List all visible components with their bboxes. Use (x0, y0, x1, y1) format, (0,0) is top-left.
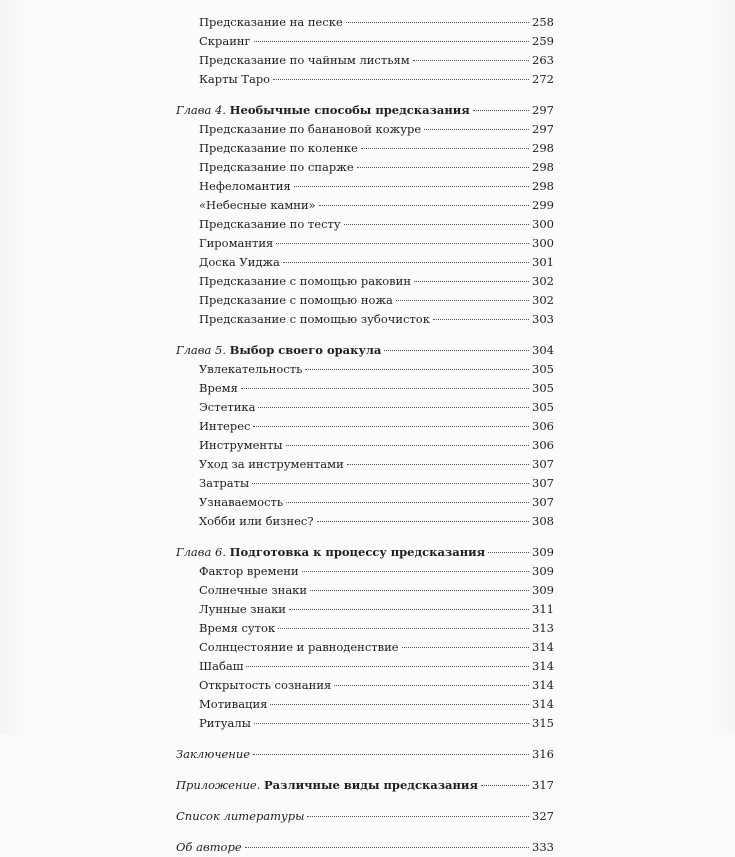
toc-entry-title: Эстетика (199, 400, 256, 414)
dot-leader (473, 110, 529, 111)
toc-entry-title: Предсказание с помощью ножа (199, 293, 393, 307)
dot-leader (254, 41, 529, 42)
toc-entry (176, 32, 554, 51)
toc-chapter-4 (176, 101, 554, 120)
table-of-contents (176, 13, 554, 857)
toc-entry-page: 306 (532, 419, 554, 433)
toc-entry (176, 310, 554, 329)
toc-entry (176, 158, 554, 177)
toc-entry-page: 313 (532, 621, 554, 635)
chapter-label: Глава 6. (176, 545, 226, 559)
dot-leader (414, 281, 529, 282)
toc-entry-page: 302 (532, 274, 554, 288)
toc-entry (176, 177, 554, 196)
chapter-label: Глава 5. (176, 343, 226, 357)
dot-leader (481, 785, 529, 786)
toc-entry (176, 291, 554, 310)
toc-entry-title: Уход за инструментами (199, 457, 344, 471)
toc-entry (176, 562, 554, 581)
toc-entry-page: 303 (532, 312, 554, 326)
toc-entry (176, 398, 554, 417)
toc-entry-page: 297 (532, 122, 554, 136)
toc-entry-title: Гиромантия (199, 236, 274, 250)
toc-entry-title: Хобби или бизнес? (199, 514, 314, 528)
toc-entry-page: 259 (532, 34, 554, 48)
toc-entry (176, 253, 554, 272)
toc-entry-title: Предсказание с помощью зубочисток (199, 312, 430, 326)
toc-entry-page: 302 (532, 293, 554, 307)
chapter-title: Различные виды предсказания (264, 778, 478, 792)
toc-entry-title: Заключение (176, 747, 251, 761)
toc-entry-title: Шабаш (199, 659, 244, 673)
toc-entry-page: 308 (532, 514, 554, 528)
dot-leader (344, 224, 529, 225)
dot-leader (433, 319, 529, 320)
dot-leader (276, 243, 529, 244)
toc-entry-page: 299 (532, 198, 554, 212)
toc-entry-page: 314 (532, 678, 554, 692)
toc-entry-title: Интерес (199, 419, 251, 433)
dot-leader (302, 571, 529, 572)
dot-leader (241, 388, 529, 389)
toc-entry (176, 196, 554, 215)
toc-entry-page: 300 (532, 236, 554, 250)
toc-entry-title: Мотивация (199, 697, 268, 711)
dot-leader (278, 628, 529, 629)
toc-entry (176, 600, 554, 619)
toc-entry (176, 360, 554, 379)
dot-leader (357, 167, 529, 168)
toc-entry-title: Список литературы (176, 809, 305, 823)
toc-entry-title: Нефеломантия (199, 179, 291, 193)
toc-entry-page: 301 (532, 255, 554, 269)
toc-conclusion (176, 745, 554, 764)
toc-entry-page: 333 (532, 840, 554, 854)
toc-entry-page: 307 (532, 495, 554, 509)
toc-entry (176, 474, 554, 493)
toc-entry-page: 297 (532, 103, 554, 117)
dot-leader (310, 590, 529, 591)
chapter-title: Выбор своего оракула (229, 343, 382, 357)
toc-entry (176, 272, 554, 291)
toc-entry-page: 309 (532, 545, 554, 559)
dot-leader (305, 369, 529, 370)
toc-entry-page: 306 (532, 438, 554, 452)
toc-entry (176, 676, 554, 695)
dot-leader (283, 262, 529, 263)
dot-leader (273, 79, 529, 80)
toc-entry-title: Предсказание по банановой кожуре (199, 122, 422, 136)
toc-about-author (176, 838, 554, 857)
dot-leader (254, 723, 529, 724)
toc-entry-title: Инструменты (199, 438, 283, 452)
dot-leader (361, 148, 529, 149)
toc-chapter-5 (176, 341, 554, 360)
toc-entry-page: 314 (532, 697, 554, 711)
chapter-label: Приложение. (176, 778, 261, 792)
toc-entry (176, 695, 554, 714)
dot-leader (346, 22, 529, 23)
toc-bibliography (176, 807, 554, 826)
toc-entry (176, 657, 554, 676)
dot-leader (252, 483, 529, 484)
toc-entry (176, 455, 554, 474)
toc-entry-page: 307 (532, 457, 554, 471)
toc-entry-page: 298 (532, 141, 554, 155)
dot-leader (334, 685, 529, 686)
toc-entry-page: 298 (532, 160, 554, 174)
dot-leader (286, 502, 529, 503)
toc-entry-title: Предсказание с помощью раковин (199, 274, 411, 288)
toc-entry-page: 304 (532, 343, 554, 357)
toc-entry-title: Карты Таро (199, 72, 271, 86)
toc-entry (176, 417, 554, 436)
toc-entry (176, 619, 554, 638)
toc-entry-page: 305 (532, 381, 554, 395)
toc-entry (176, 581, 554, 600)
toc-entry (176, 234, 554, 253)
toc-entry (176, 139, 554, 158)
toc-entry (176, 714, 554, 733)
toc-entry (176, 493, 554, 512)
toc-entry-title: Солнцестояние и равноденствие (199, 640, 399, 654)
toc-entry-title: Предсказание на песке (199, 15, 343, 29)
dot-leader (294, 186, 529, 187)
toc-entry-page: 314 (532, 659, 554, 673)
toc-entry-title: Об авторе (176, 840, 242, 854)
dot-leader (253, 754, 529, 755)
toc-entry-title: Увлекательность (199, 362, 303, 376)
toc-entry-page: 305 (532, 362, 554, 376)
chapter-label: Глава 4. (176, 103, 226, 117)
toc-entry-title: Предсказание по чайным листьям (199, 53, 410, 67)
toc-entry-title: Доска Уиджа (199, 255, 280, 269)
toc-entry-page: 309 (532, 564, 554, 578)
toc-entry-page: 314 (532, 640, 554, 654)
dot-leader (319, 205, 529, 206)
dot-leader (246, 666, 529, 667)
dot-leader (286, 445, 529, 446)
toc-entry-page: 305 (532, 400, 554, 414)
dot-leader (307, 816, 529, 817)
toc-entry-page: 272 (532, 72, 554, 86)
dot-leader (270, 704, 529, 705)
dot-leader (347, 464, 529, 465)
toc-entry-page: 317 (532, 778, 554, 792)
toc-entry-page: 327 (532, 809, 554, 823)
toc-entry (176, 638, 554, 657)
toc-entry (176, 120, 554, 139)
toc-entry-page: 263 (532, 53, 554, 67)
toc-entry-page: 298 (532, 179, 554, 193)
toc-entry-title: Скраинг (199, 34, 251, 48)
dot-leader (424, 129, 529, 130)
chapter-title: Подготовка к процессу предсказания (229, 545, 486, 559)
toc-entry-title: Время (199, 381, 238, 395)
dot-leader (413, 60, 529, 61)
chapter-title: Необычные способы предсказания (229, 103, 470, 117)
dot-leader (258, 407, 529, 408)
toc-entry-title: Предсказание по тесту (199, 217, 341, 231)
toc-entry-page: 311 (532, 602, 554, 616)
toc-entry (176, 436, 554, 455)
toc-entry (176, 51, 554, 70)
toc-appendix (176, 776, 554, 795)
toc-entry-title: Предсказание по спарже (199, 160, 354, 174)
dot-leader (384, 350, 529, 351)
dot-leader (396, 300, 529, 301)
toc-entry (176, 13, 554, 32)
dot-leader (245, 847, 529, 848)
toc-entry-title: Затраты (199, 476, 250, 490)
toc-entry-title: Предсказание по коленке (199, 141, 358, 155)
toc-entry-page: 315 (532, 716, 554, 730)
toc-entry (176, 379, 554, 398)
toc-entry-page: 307 (532, 476, 554, 490)
toc-entry-title: Ритуалы (199, 716, 251, 730)
toc-entry-page: 258 (532, 15, 554, 29)
toc-entry-page: 309 (532, 583, 554, 597)
toc-entry-title: Узнаваемость (199, 495, 284, 509)
toc-entry (176, 70, 554, 89)
dot-leader (289, 609, 529, 610)
toc-entry-title: Открытость сознания (199, 678, 332, 692)
toc-entry-title: «Небесные камни» (199, 198, 316, 212)
toc-entry-page: 300 (532, 217, 554, 231)
dot-leader (317, 521, 529, 522)
toc-entry-title: Фактор времени (199, 564, 299, 578)
toc-entry-title: Время суток (199, 621, 276, 635)
toc-entry-title: Солнечные знаки (199, 583, 308, 597)
toc-entry-page: 316 (532, 747, 554, 761)
toc-entry (176, 512, 554, 531)
toc-chapter-6 (176, 543, 554, 562)
toc-entry-title: Лунные знаки (199, 602, 286, 616)
dot-leader (402, 647, 529, 648)
dot-leader (253, 426, 529, 427)
toc-entry (176, 215, 554, 234)
dot-leader (488, 552, 529, 553)
